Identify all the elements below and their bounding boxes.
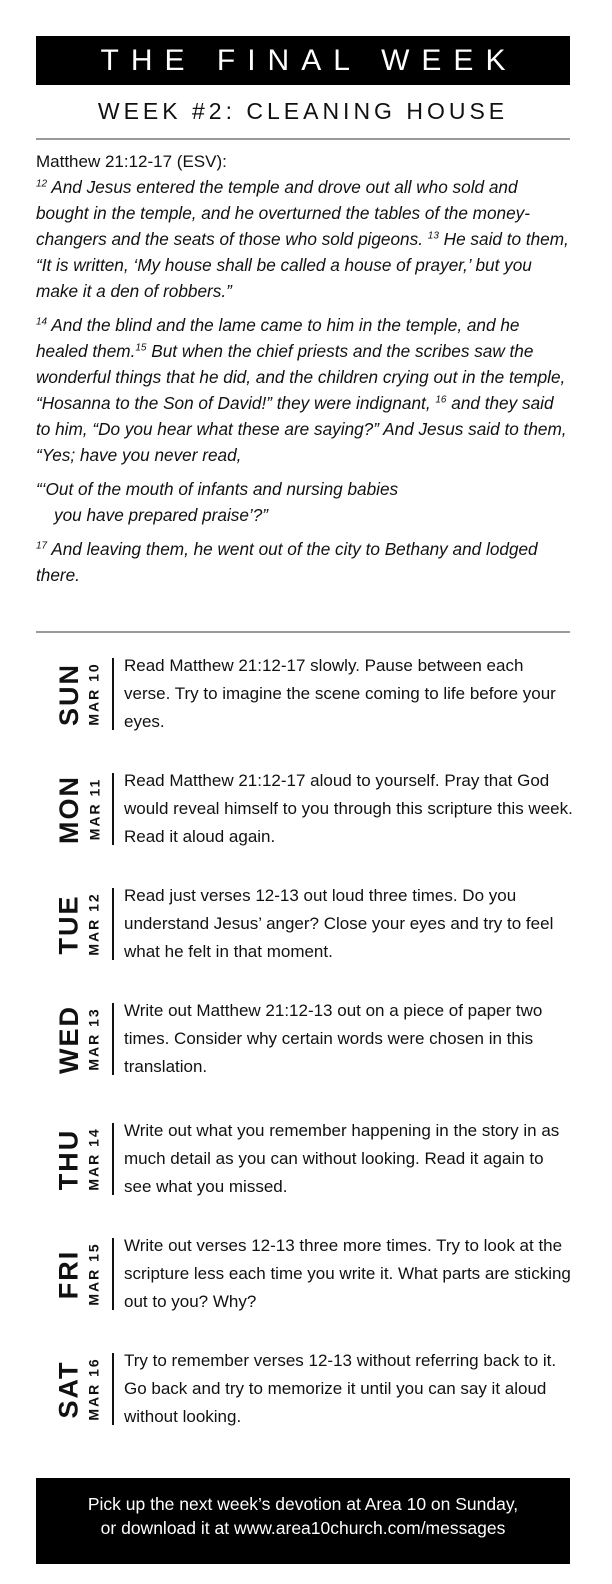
verse-number: 16 [435,394,447,406]
day-instruction: Write out verses 12-13 three more times. Try to look at the scripture less each time you write it. What parts are sticking out to you? Why? [124,1236,571,1311]
verse-text: And the blind and the lame came to him in the temple, and he healed them. [36,315,520,361]
verse-text: and they said to him, “Do you hear what these are saying?” And Jesus said to them, “Yes; have you never read, [36,393,567,465]
day-instruction: Write out what you remember happening in the story in as much detail as you can without looking. Read it again to see what you missed. [124,1121,560,1196]
verse-text: And Jesus entered the temple and drove out all who sold and bought in the temple, and he overturned the tables of the money-changers and the seats of those who sold pigeons. [36,177,530,249]
day-saturday [54,1349,574,1429]
day-monday [54,769,574,849]
scripture-paragraph-4 [36,536,570,588]
day-instruction: Read Matthew 21:12-17 slowly. Pause between each verse. Try to imagine the scene coming to life before your eyes. [124,656,556,731]
verse-text: And leaving them, he went out of the city to Bethany and lodged there. [36,539,538,585]
day-friday [54,1234,574,1314]
day-date: MAR 13 [86,1007,103,1071]
day-sunday [54,654,574,734]
day-instruction: Read just verses 12-13 out loud three times. Do you understand Jesus’ anger? Close your eyes and try to feel what he felt in that moment. [124,886,554,961]
day-date: MAR 10 [86,662,103,726]
verse-number: 12 [36,178,48,190]
verse-number: 14 [36,316,48,328]
quote-line-1: “‘Out of the mouth of infants and nursing babies [36,479,399,499]
day-name: WED [53,1004,84,1074]
verse-number: 15 [135,342,147,354]
scripture-paragraph-1 [36,174,570,304]
verse-text: But when the chief priests and the scribes saw the wonderful things that he did, and the children crying out in the temple, “Hosanna to the Son of David!” they were indignant, [36,341,566,413]
day-thursday [54,1119,574,1199]
scripture-reference: Matthew 21:12-17 (ESV): [36,152,227,171]
footer-banner [36,1478,570,1564]
day-name: MON [53,774,84,844]
scripture-quote [36,476,570,528]
day-date: MAR 12 [86,892,103,956]
week-subtitle: WEEK #2: CLEANING HOUSE [97,98,509,124]
day-tuesday [54,884,574,964]
day-divider-bar [112,658,114,730]
title-text: THE FINAL WEEK [100,43,518,77]
quote-line-2: you have prepared praise’?” [54,505,269,525]
day-divider-bar [112,1238,114,1310]
scripture-paragraph-2 [36,312,570,468]
day-date: MAR 15 [86,1242,103,1306]
day-name: THU [53,1128,84,1190]
verse-number: 17 [36,540,48,552]
day-divider-bar [112,1123,114,1195]
verse-text: He said to them, “It is written, ‘My house shall be called a house of prayer,’ but you make it a den of robbers.” [36,229,569,301]
day-name: SAT [53,1360,84,1418]
day-instruction: Try to remember verses 12-13 without referring back to it. Go back and try to memorize it until you can say it aloud without looking. [124,1351,557,1426]
day-name: FRI [53,1249,84,1299]
divider-top [36,138,570,140]
day-instruction: Write out Matthew 21:12-13 out on a piece of paper two times. Consider why certain words were chosen in this translation. [124,1001,543,1076]
day-name: SUN [53,662,84,726]
day-divider-bar [112,773,114,845]
day-name: TUE [53,894,84,954]
day-wednesday [54,999,574,1079]
day-date: MAR 16 [86,1357,103,1421]
scripture-passage [36,152,570,596]
page-title [36,36,570,85]
footer-line-2: or download it at www.area10church.com/messages [100,1518,506,1538]
verse-number: 13 [427,230,439,242]
day-divider-bar [112,888,114,960]
footer-line-1: Pick up the next week’s devotion at Area 10 on Sunday, [87,1494,519,1514]
divider-middle [36,631,570,633]
day-date: MAR 11 [86,777,103,841]
day-date: MAR 14 [86,1127,103,1191]
day-divider-bar [112,1003,114,1075]
day-instruction: Read Matthew 21:12-17 aloud to yourself. Pray that God would reveal himself to you through this scripture this week. Read it aloud again. [124,771,573,846]
day-divider-bar [112,1353,114,1425]
